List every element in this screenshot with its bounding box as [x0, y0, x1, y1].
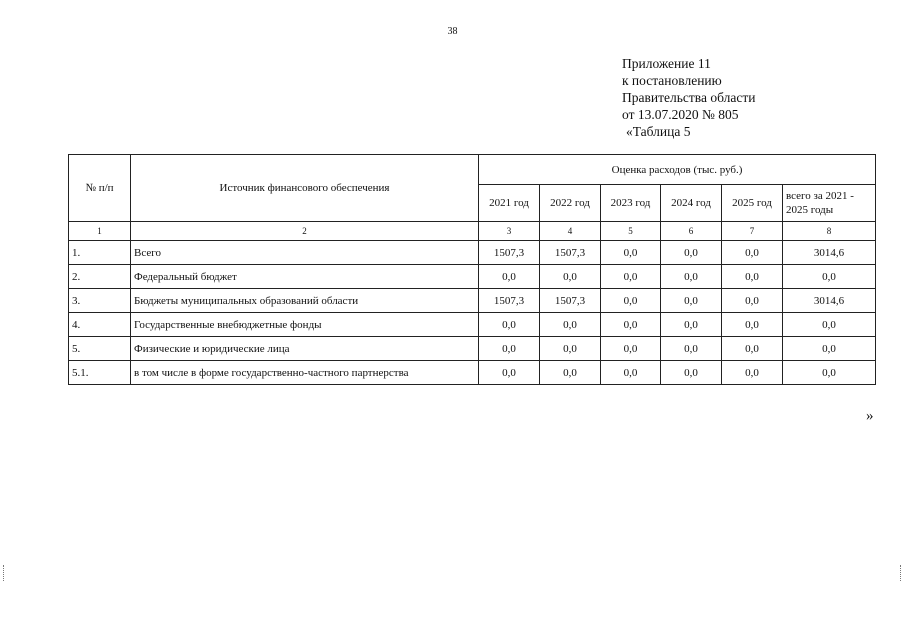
row-value: 0,0 [601, 241, 661, 265]
row-value: 0,0 [722, 241, 783, 265]
row-number: 1. [69, 241, 131, 265]
table-row [69, 337, 876, 361]
row-source: Федеральный бюджет [131, 265, 479, 289]
header-index-row [69, 222, 876, 241]
header-year: 2025 год [722, 185, 783, 222]
row-value: 0,0 [661, 241, 722, 265]
column-index: 1 [69, 222, 131, 241]
row-total: 0,0 [783, 337, 876, 361]
appendix-resolution: к постановлению [622, 73, 722, 88]
row-value: 0,0 [540, 361, 601, 385]
row-number: 5.1. [69, 361, 131, 385]
row-total: 3014,6 [783, 241, 876, 265]
header-total: всего за 2021 - 2025 годы [783, 185, 876, 222]
column-index: 7 [722, 222, 783, 241]
row-number: 4. [69, 313, 131, 337]
row-value: 0,0 [661, 337, 722, 361]
header-row [69, 155, 876, 185]
row-value: 0,0 [722, 313, 783, 337]
row-value: 0,0 [601, 361, 661, 385]
row-number: 5. [69, 337, 131, 361]
row-value: 0,0 [479, 361, 540, 385]
column-index: 3 [479, 222, 540, 241]
column-index: 6 [661, 222, 722, 241]
header-source: Источник финансового обеспечения [131, 155, 479, 222]
row-value: 0,0 [601, 337, 661, 361]
column-index: 8 [783, 222, 876, 241]
row-value: 0,0 [722, 337, 783, 361]
row-source: Всего [131, 241, 479, 265]
table-row [69, 313, 876, 337]
row-number: 3. [69, 289, 131, 313]
row-value: 0,0 [479, 337, 540, 361]
appendix-government: Правительства области [622, 90, 756, 105]
row-value: 1507,3 [540, 241, 601, 265]
header-number: № п/п [69, 155, 131, 222]
appendix-date-number: от 13.07.2020 № 805 [622, 107, 739, 122]
table-row [69, 265, 876, 289]
header-year: 2023 год [601, 185, 661, 222]
row-value: 1507,3 [479, 289, 540, 313]
row-total: 3014,6 [783, 289, 876, 313]
column-index: 5 [601, 222, 661, 241]
row-total: 0,0 [783, 313, 876, 337]
row-source: Бюджеты муниципальных образований области [131, 289, 479, 313]
row-value: 0,0 [661, 289, 722, 313]
page-number: 38 [447, 26, 458, 37]
row-source: в том числе в форме государственно-частного партнерства [131, 361, 479, 385]
column-index: 2 [131, 222, 479, 241]
row-value: 0,0 [479, 265, 540, 289]
row-value: 0,0 [479, 313, 540, 337]
row-value: 0,0 [601, 265, 661, 289]
row-value: 0,0 [540, 265, 601, 289]
row-total: 0,0 [783, 361, 876, 385]
row-value: 0,0 [722, 265, 783, 289]
table-row [69, 361, 876, 385]
row-value: 0,0 [722, 361, 783, 385]
scan-edge-mark-left [3, 565, 6, 581]
appendix-title: Приложение 11 [622, 56, 711, 71]
appendix-table-label: «Таблица 5 [626, 124, 691, 139]
row-value: 0,0 [540, 337, 601, 361]
header-year: 2022 год [540, 185, 601, 222]
table-row [69, 241, 876, 265]
header-estimate: Оценка расходов (тыс. руб.) [479, 155, 876, 185]
row-value: 0,0 [661, 313, 722, 337]
row-source: Физические и юридические лица [131, 337, 479, 361]
row-value: 0,0 [601, 289, 661, 313]
financing-table [68, 154, 876, 385]
scan-edge-mark-right [900, 565, 903, 581]
row-source: Государственные внебюджетные фонды [131, 313, 479, 337]
row-value: 1507,3 [540, 289, 601, 313]
row-value: 1507,3 [479, 241, 540, 265]
header-year: 2024 год [661, 185, 722, 222]
row-value: 0,0 [661, 361, 722, 385]
closing-quote: » [866, 408, 874, 424]
row-value: 0,0 [540, 313, 601, 337]
table-row [69, 289, 876, 313]
header-year: 2021 год [479, 185, 540, 222]
row-value: 0,0 [722, 289, 783, 313]
row-value: 0,0 [601, 313, 661, 337]
row-total: 0,0 [783, 265, 876, 289]
row-number: 2. [69, 265, 131, 289]
appendix-heading [622, 55, 755, 140]
column-index: 4 [540, 222, 601, 241]
row-value: 0,0 [661, 265, 722, 289]
